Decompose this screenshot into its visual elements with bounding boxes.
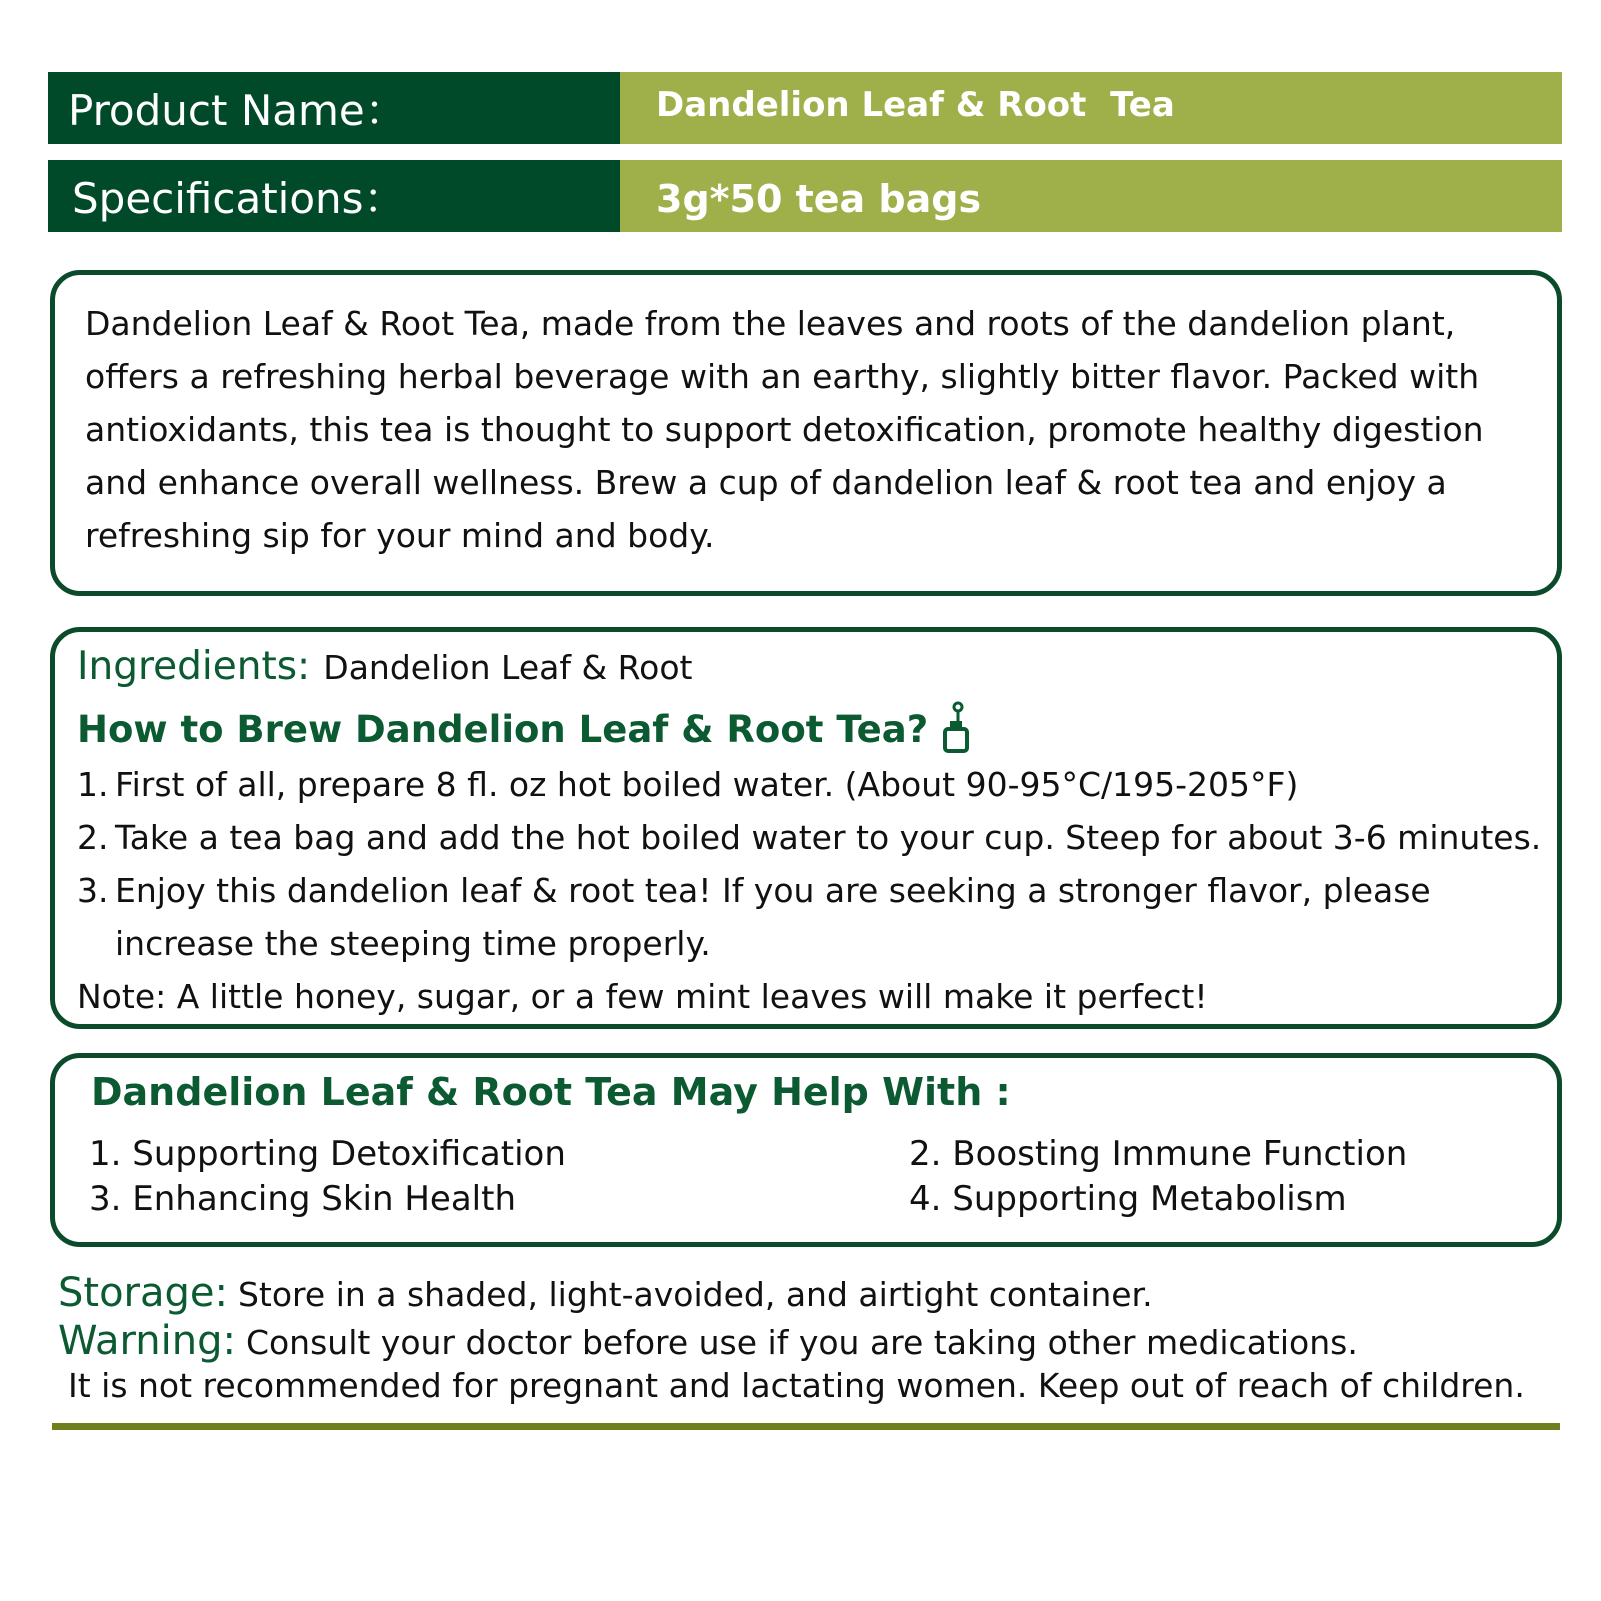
benefits-list (89, 1132, 1529, 1222)
warning-line (58, 1318, 1558, 1364)
brew-steps-list (77, 758, 1547, 970)
warning-text-continued: It is not recommended for pregnant and lactating women. Keep out of reach of children. (68, 1366, 1525, 1405)
product-name-value: Dandelion Leaf & Root Tea (620, 72, 1562, 144)
description-text: Dandelion Leaf & Root Tea, made from the leaves and roots of the dandelion plant, offers a refreshing herbal beverage with an earthy, slightly bitter flavor. Packed with antioxidants, this tea is thought to support detoxification, promote healthy digestion and enhance overall wellness. Brew a cup of dandelion leaf & root tea and enjoy a refreshing sip for your mind and body. (85, 304, 1484, 555)
benefits-heading: Dandelion Leaf & Root Tea May Help With : (91, 1070, 1011, 1114)
benefit-item: 3. Enhancing Skin Health (89, 1179, 517, 1219)
step-text: Take a tea bag and add the hot boiled water to your cup. Steep for about 3-6 minutes. (115, 818, 1542, 857)
product-name-row (48, 72, 1562, 144)
ingredients-line (77, 644, 1547, 700)
description-box (50, 270, 1562, 596)
step-text: First of all, prepare 8 fl. oz hot boiled water. (About 90-95°C/195-205°F) (115, 765, 1299, 804)
warning-label: Warning: (58, 1318, 236, 1364)
bottom-divider (52, 1423, 1560, 1430)
step-number: 1. (77, 765, 109, 804)
step-number: 2. (77, 818, 109, 857)
benefit-item: 1. Supporting Detoxification (89, 1134, 566, 1174)
brew-heading-line (77, 700, 1547, 758)
ingredients-value: Dandelion Leaf & Root (323, 648, 693, 687)
storage-warning-block (58, 1270, 1558, 1408)
benefit-item: 4. Supporting Metabolism (909, 1179, 1347, 1219)
step-text: Enjoy this dandelion leaf & root tea! If you are seeking a stronger flavor, please increase the steeping time properly. (115, 871, 1431, 963)
specifications-row (48, 160, 1562, 232)
benefits-box (50, 1053, 1562, 1247)
tea-bottle-icon (942, 701, 972, 757)
step-number: 3. (77, 871, 109, 910)
warning-text: Consult your doctor before use if you are taking other medications. (245, 1323, 1358, 1362)
ingredients-label: Ingredients: (77, 644, 311, 689)
brew-heading: How to Brew Dandelion Leaf & Root Tea? (77, 707, 929, 751)
storage-label: Storage: (58, 1270, 228, 1316)
product-name-label: Product Name： (48, 72, 620, 144)
brew-step (77, 811, 1547, 864)
benefit-item: 2. Boosting Immune Function (909, 1134, 1408, 1174)
brew-instructions-box (50, 627, 1562, 1029)
specifications-label: Specifications： (48, 160, 620, 232)
brew-note: Note: A little honey, sugar, or a few mint leaves will make it perfect! (77, 977, 1208, 1016)
storage-line (58, 1270, 1558, 1318)
brew-step (77, 758, 1547, 811)
brew-step (77, 864, 1547, 970)
storage-text: Store in a shaded, light-avoided, and airtight container. (237, 1275, 1153, 1314)
specifications-value: 3g*50 tea bags (620, 160, 1562, 232)
